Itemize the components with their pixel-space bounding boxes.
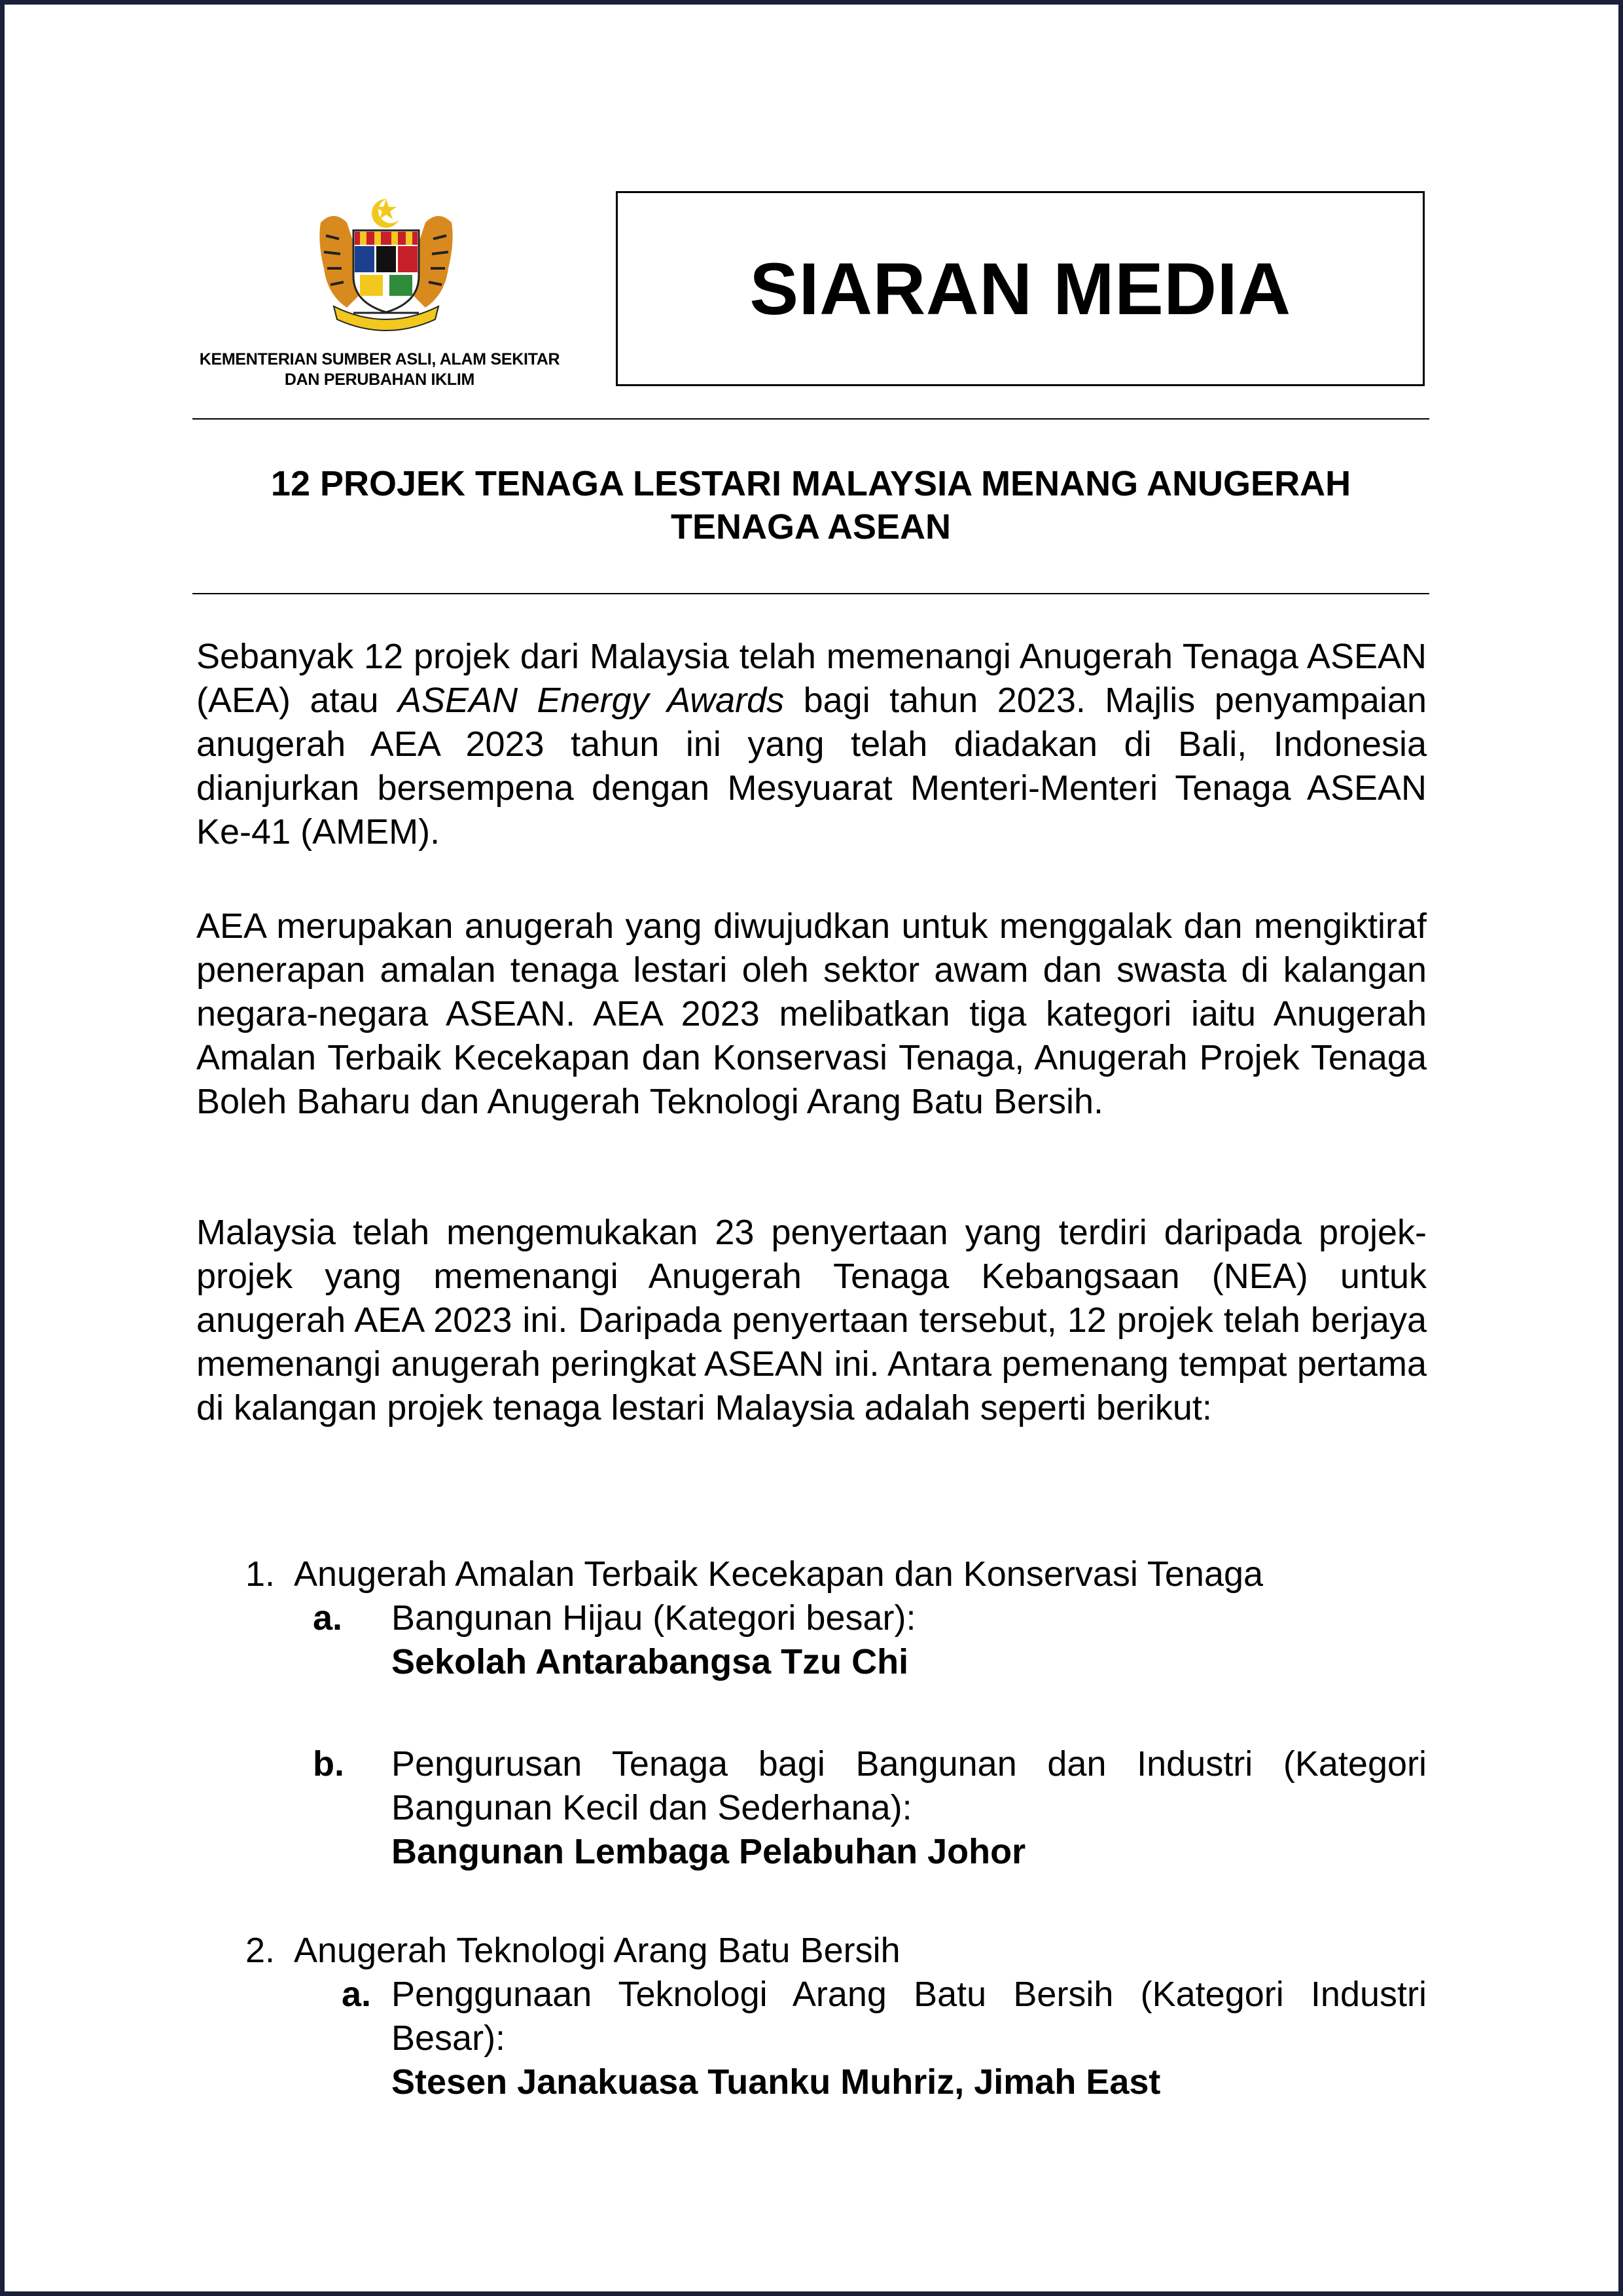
paragraph-3: Malaysia telah mengemukakan 23 penyertaan yang terdiri daripada projek-projek yang memenangi Anugerah Tenaga Kebangsaan (NEA) untuk anugerah AEA 2023 ini. Daripada penyertaan tersebut, 12 projek telah berjaya memenangi anugerah peringkat ASEAN ini. Antara pemenang tempat pertama di kalangan projek tenaga lestari Malaysia adalah seperti berikut: (196, 1213, 1427, 1427)
ministry-name-line1: KEMENTERIAN SUMBER ASLI, ALAM SEKITAR (199, 350, 560, 368)
list-item-label: Anugerah Amalan Terbaik Kecekapan dan Konservasi Tenaga (294, 1554, 1264, 1594)
sub-item-category: Pengurusan Tenaga bagi Bangunan dan Industri (Kategori Bangunan Kecil dan Sederhana): (391, 1744, 1427, 1827)
headline-line2: TENAGA ASEAN (670, 507, 952, 547)
divider-top (192, 418, 1429, 420)
list-item-number: 1. (245, 1554, 276, 1594)
sub-item-winner: Bangunan Lembaga Pelabuhan Johor (391, 1832, 1026, 1871)
paragraph-1-italic: ASEAN Energy Awards (398, 681, 785, 720)
malaysia-coat-of-arms-icon (294, 196, 478, 334)
sub-item-winner: Sekolah Antarabangsa Tzu Chi (391, 1642, 909, 1681)
sub-item (391, 1742, 1427, 1874)
sub-item-winner: Stesen Janakuasa Tuanku Muhriz, Jimah East (391, 2062, 1161, 2102)
paragraph-1-text-b: bagi tahun 2023. Majlis penyampaian anugerah AEA 2023 tahun ini yang telah diadakan di Bali, Indonesia dianjurkan bersempena dengan Mesyuarat Menteri-Menteri Tenaga ASEAN Ke-41 (AMEM). (196, 681, 1427, 852)
sub-item-category: Bangunan Hijau (Kategori besar): (391, 1598, 916, 1638)
sub-item-letter: b. (313, 1744, 344, 1784)
list-item-label: Anugerah Teknologi Arang Batu Bersih (294, 1931, 901, 1970)
paragraph-1 (196, 635, 1427, 854)
divider-bottom (192, 593, 1429, 594)
sub-item (391, 1596, 1427, 1684)
ministry-name (196, 350, 563, 390)
headline-line1: 12 PROJEK TENAGA LESTARI MALAYSIA MENANG ANUGERAH (270, 464, 1351, 503)
paragraph-1-text-a: Sebanyak 12 projek dari Malaysia telah memenangi Anugerah Tenaga ASEAN (AEA) atau (196, 637, 1427, 720)
document-title-box (616, 191, 1425, 386)
headline (192, 462, 1429, 548)
ministry-name-line2: DAN PERUBAHAN IKLIM (284, 370, 475, 389)
document-title: SIARAN MEDIA (749, 247, 1291, 330)
sub-item (391, 1973, 1427, 2104)
list-item-number: 2. (245, 1931, 276, 1970)
sub-item-category: Penggunaan Teknologi Arang Batu Bersih (Kategori Industri Besar): (391, 1975, 1427, 2058)
ministry-logo (196, 196, 563, 393)
paragraph-2: AEA merupakan anugerah yang diwujudkan untuk menggalak dan mengiktiraf penerapan amalan tenaga lestari oleh sektor awam dan swasta di kalangan negara-negara ASEAN. AEA 2023 melibatkan tiga kategori iaitu Anugerah Amalan Terbaik Kecekapan dan Konservasi Tenaga, Anugerah Projek Tenaga Boleh Baharu dan Anugerah Teknologi Arang Batu Bersih. (196, 906, 1427, 1121)
sub-item-letter: a. (313, 1598, 343, 1638)
sub-item-letter: a. (342, 1975, 372, 2014)
